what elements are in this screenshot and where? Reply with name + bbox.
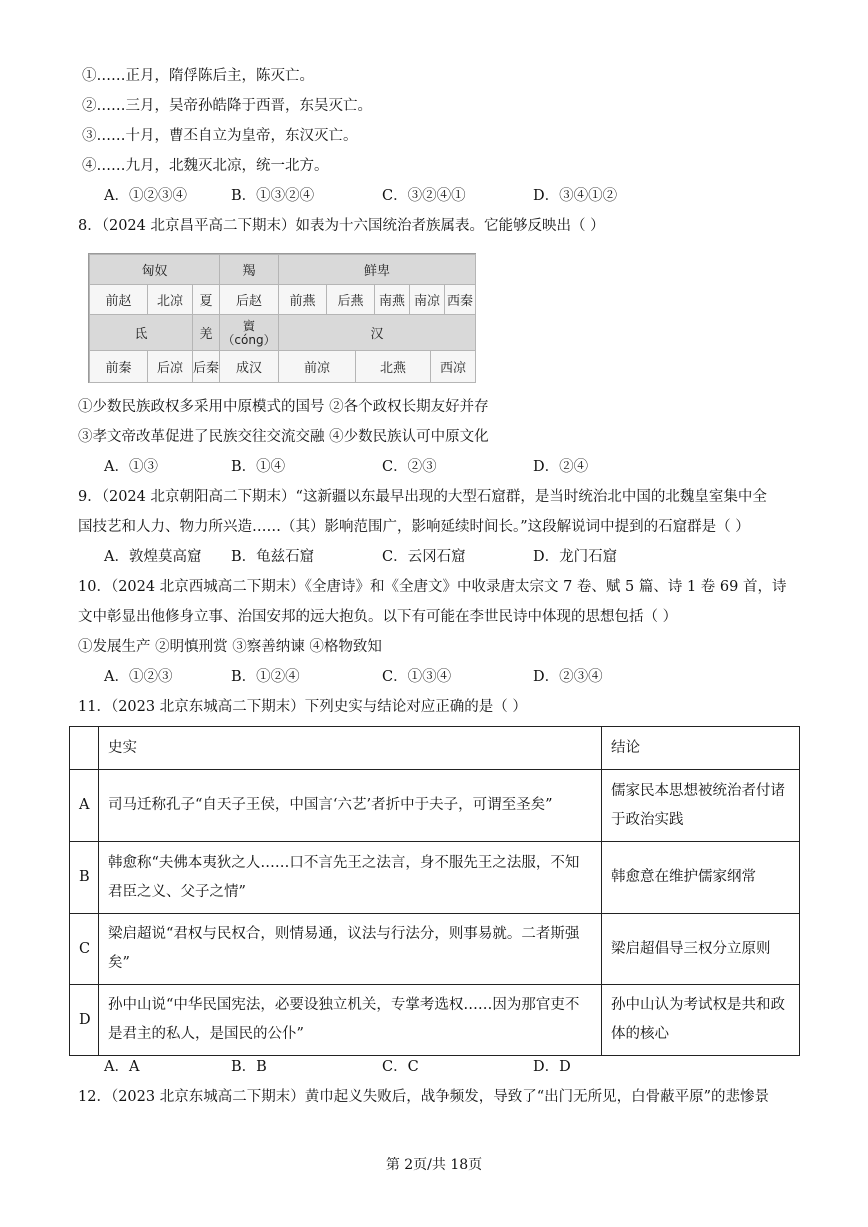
table-row — [70, 842, 800, 914]
row-fact: 司马迁称孔子“自天子王侯，中国言‘六艺’者折中于夫子，可谓至圣矣” — [99, 770, 602, 842]
page-footer: 第 2页/共 18页 — [385, 1157, 483, 1173]
row-letter: D — [70, 985, 99, 1056]
ethnic-header-cong — [220, 315, 279, 351]
q10-option-a[interactable]: A．①②③ — [104, 669, 173, 685]
ethnic-table — [88, 253, 476, 383]
fact-header-fact: 史实 — [99, 727, 602, 770]
q9-option-a[interactable]: A．敦煌莫高窟 — [104, 549, 202, 565]
q7-item-4: ④……九月，北魏灭北凉，统一北方。 — [82, 158, 329, 174]
row-letter: A — [70, 770, 99, 842]
fact-table — [69, 726, 800, 1056]
ethnic-cell: 前凉 — [279, 351, 356, 383]
ethnic-cong-pinyin: （cóng） — [222, 332, 276, 347]
ethnic-cell: 南凉 — [410, 285, 445, 315]
ethnic-cell: 前燕 — [279, 285, 327, 315]
q10-stem-line-1: 10．（2024 北京西城高二下期末）《全唐诗》和《全唐文》中收录唐太宗文 7 卷、赋 5 篇、诗 1 卷 69 首，诗 — [78, 579, 787, 595]
row-letter: C — [70, 914, 99, 985]
ethnic-header-di: 氐 — [90, 315, 193, 351]
ethnic-cell: 前赵 — [90, 285, 148, 315]
row-fact: 梁启超说“君权与民权合，则情易通，议法与行法分，则事易就。二者斯强矣” — [99, 914, 602, 985]
table-row — [70, 914, 800, 985]
ethnic-cell: 前秦 — [90, 351, 148, 383]
ethnic-cell: 后赵 — [220, 285, 279, 315]
row-conclusion: 儒家民本思想被统治者付诸于政治实践 — [602, 770, 800, 842]
q8-option-b[interactable]: B．①④ — [231, 459, 286, 475]
fact-table-header — [70, 727, 800, 770]
row-letter: B — [70, 842, 99, 914]
ethnic-cell: 北凉 — [148, 285, 193, 315]
q7-option-d[interactable]: D．③④①② — [533, 188, 618, 204]
q7-option-b[interactable]: B．①③②④ — [231, 188, 315, 204]
q8-option-c[interactable]: C．②③ — [382, 459, 437, 475]
q10-stem-line-2: 文中彰显出他修身立事、治国安邦的远大抱负。以下有可能在李世民诗中体现的思想包括（ ） — [78, 609, 678, 625]
q11-option-c[interactable]: C．C — [382, 1059, 419, 1075]
q7-item-3: ③……十月，曹丕自立为皇帝，东汉灭亡。 — [82, 128, 358, 144]
q8-option-a[interactable]: A．①③ — [104, 459, 158, 475]
ethnic-cell: 西秦 — [445, 285, 476, 315]
ethnic-header-qiang: 羌 — [193, 315, 220, 351]
ethnic-cell: 后秦 — [193, 351, 220, 383]
q11-option-b[interactable]: B．B — [231, 1059, 267, 1075]
row-conclusion: 韩愈意在维护儒家纲常 — [602, 842, 800, 914]
q9-option-b[interactable]: B．龟兹石窟 — [231, 549, 315, 565]
row-fact: 韩愈称“夫佛本夷狄之人……口不言先王之法言，身不服先王之法服，不知君臣之义、父子之情” — [99, 842, 602, 914]
table-row — [70, 770, 800, 842]
ethnic-cell: 北燕 — [356, 351, 431, 383]
q9-option-c[interactable]: C．云冈石窟 — [382, 549, 466, 565]
ethnic-header-xianbei: 鲜卑 — [279, 255, 476, 285]
ethnic-cell: 后燕 — [327, 285, 375, 315]
q10-option-b[interactable]: B．①②④ — [231, 669, 300, 685]
q7-option-a[interactable]: A．①②③④ — [104, 188, 187, 204]
ethnic-cell: 南燕 — [375, 285, 410, 315]
q9-stem-line-1: 9．（2024 北京朝阳高二下期末）“这新疆以东最早出现的大型石窟群，是当时统治北中国的北魏皇室集中全 — [78, 489, 767, 505]
q8-option-d[interactable]: D．②④ — [533, 459, 589, 475]
q8-item-line-2: ③孝文帝改革促进了民族交往交流交融 ④少数民族认可中原文化 — [78, 429, 489, 445]
q10-option-c[interactable]: C．①③④ — [382, 669, 452, 685]
fact-header-empty — [70, 727, 99, 770]
ethnic-cong-char: 賨 — [243, 318, 256, 333]
fact-header-conclusion: 结论 — [602, 727, 800, 770]
q7-option-c[interactable]: C．③②④① — [382, 188, 466, 204]
ethnic-cell: 成汉 — [220, 351, 279, 383]
ethnic-header-jie: 羯 — [220, 255, 279, 285]
q12-stem: 12．（2023 北京东城高二下期末）黄巾起义失败后，战争频发，导致了“出门无所见，白骨蔽平原”的悲惨景 — [78, 1089, 770, 1105]
q11-stem: 11．（2023 北京东城高二下期末）下列史实与结论对应正确的是（ ） — [78, 699, 527, 715]
q9-option-d[interactable]: D．龙门石窟 — [533, 549, 618, 565]
q8-stem: 8．（2024 北京昌平高二下期末）如表为十六国统治者族属表。它能够反映出（ ） — [78, 218, 605, 234]
ethnic-cell: 西凉 — [431, 351, 476, 383]
ethnic-cell: 夏 — [193, 285, 220, 315]
q8-item-line-1: ①少数民族政权多采用中原模式的国号 ②各个政权长期友好并存 — [78, 399, 489, 415]
ethnic-header-han: 汉 — [279, 315, 476, 351]
ethnic-header-xiongnu: 匈奴 — [90, 255, 220, 285]
q7-item-2: ②……三月，吴帝孙皓降于西晋，东吴灭亡。 — [82, 98, 372, 114]
row-conclusion: 梁启超倡导三权分立原则 — [602, 914, 800, 985]
row-conclusion: 孙中山认为考试权是共和政体的核心 — [602, 985, 800, 1056]
q11-option-d[interactable]: D．D — [533, 1059, 571, 1075]
q10-option-d[interactable]: D．②③④ — [533, 669, 603, 685]
table-row — [70, 985, 800, 1056]
q11-option-a[interactable]: A．A — [104, 1059, 140, 1075]
q7-item-1: ①……正月，隋俘陈后主，陈灭亡。 — [82, 68, 314, 84]
row-fact: 孙中山说“中华民国宪法，必要设独立机关，专掌考选权……因为那官吏不是君主的私人，是国民的公仆” — [99, 985, 602, 1056]
q10-items: ①发展生产 ②明慎刑赏 ③察善纳谏 ④格物致知 — [78, 639, 382, 655]
ethnic-cell: 后凉 — [148, 351, 193, 383]
q9-stem-line-2: 国技艺和人力、物力所兴造……（其）影响范围广，影响延续时间长。”这段解说词中提到的石窟群是（ ） — [78, 519, 750, 535]
